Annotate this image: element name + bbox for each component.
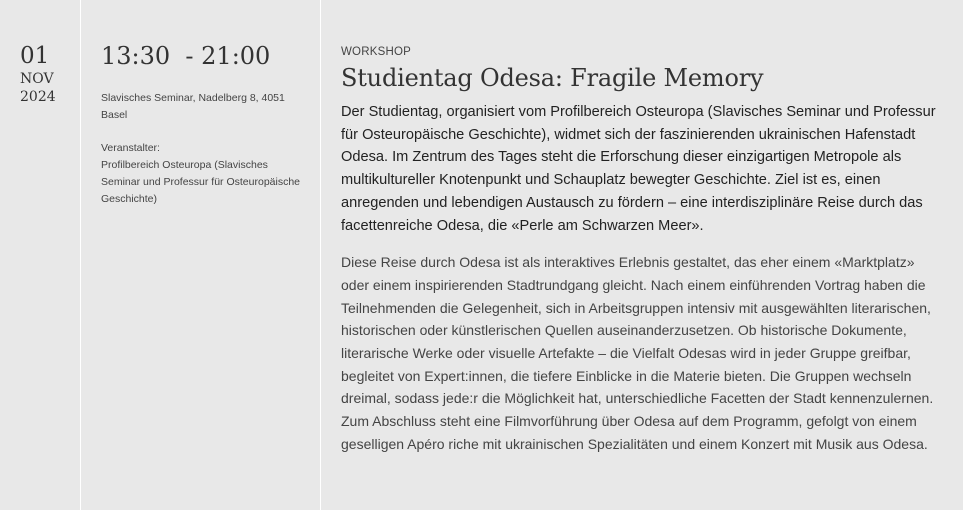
event-time: 13:30 - 21:00 bbox=[101, 42, 271, 70]
event-lead: Der Studientag, organisiert vom Profilbereich Osteuropa (Slavisches Seminar und Professur für Osteuropäische Geschichte), widmet sich der faszinierenden ukrainischen Hafenstadt Odesa. Im Zentrum des Tages steht die Erforschung dieser einzigartigen Metropole als multikultureller Knotenpunkt und Schauplatz bewegter Geschichte. Ziel ist es, einen anregenden und lebendigen Austausch zu fördern – eine interdisziplinäre Reise durch das facettenreiche Odesa, die «Perle am Schwarzen Meer». bbox=[341, 104, 936, 234]
event-title: Studientag Odesa: Fragile Memory bbox=[341, 64, 764, 92]
event-info bbox=[101, 40, 306, 208]
date-month: NOV bbox=[20, 71, 54, 87]
column-divider-right bbox=[320, 0, 321, 510]
date-year: 2024 bbox=[20, 89, 56, 105]
event-location: Slavisches Seminar, Nadelberg 8, 4051 Basel bbox=[101, 92, 285, 121]
event-category: WORKSHOP bbox=[341, 46, 411, 58]
event-date bbox=[20, 42, 76, 106]
organizer-label: Veranstalter: bbox=[101, 142, 160, 154]
event-description: Diese Reise durch Odesa ist als interaktives Erlebnis gestaltet, das eher einem «Marktplatz» oder einem inspirierenden Stadtrundgang gleicht. Nach einem einführenden Vortrag haben die Teilnehmenden die Gelegenheit, sich in Arbeitsgruppen intensiv mit ausgewählten literarischen, historischen oder künstlerischen Quellen auseinanderzusetzen. Ob historische Dokumente, literarische Werke oder visuelle Artefakte – die Vielfalt Odesas wird in jeder Gruppe greifbar, begleitet von Expert:innen, die tiefere Einblicke in die Materie bieten. Die Gruppen wechseln dreimal, sodass jede:r die Möglichkeit hat, unterschiedliche Facetten der Stadt kennenzulernen. Zum Abschluss steht eine Filmvorführung über Odesa auf dem Programm, gefolgt von einem geselligen Apéro riche mit ukrainischen Spezialitäten und einem Konzert mit Musik aus Odesa. bbox=[341, 254, 934, 452]
event-organizer: Profilbereich Osteuropa (Slavisches Seminar und Professur für Osteuropäische Geschichte) bbox=[101, 159, 301, 205]
date-day: 01 bbox=[20, 43, 50, 69]
event-content bbox=[341, 44, 946, 456]
column-divider-left bbox=[80, 0, 81, 510]
